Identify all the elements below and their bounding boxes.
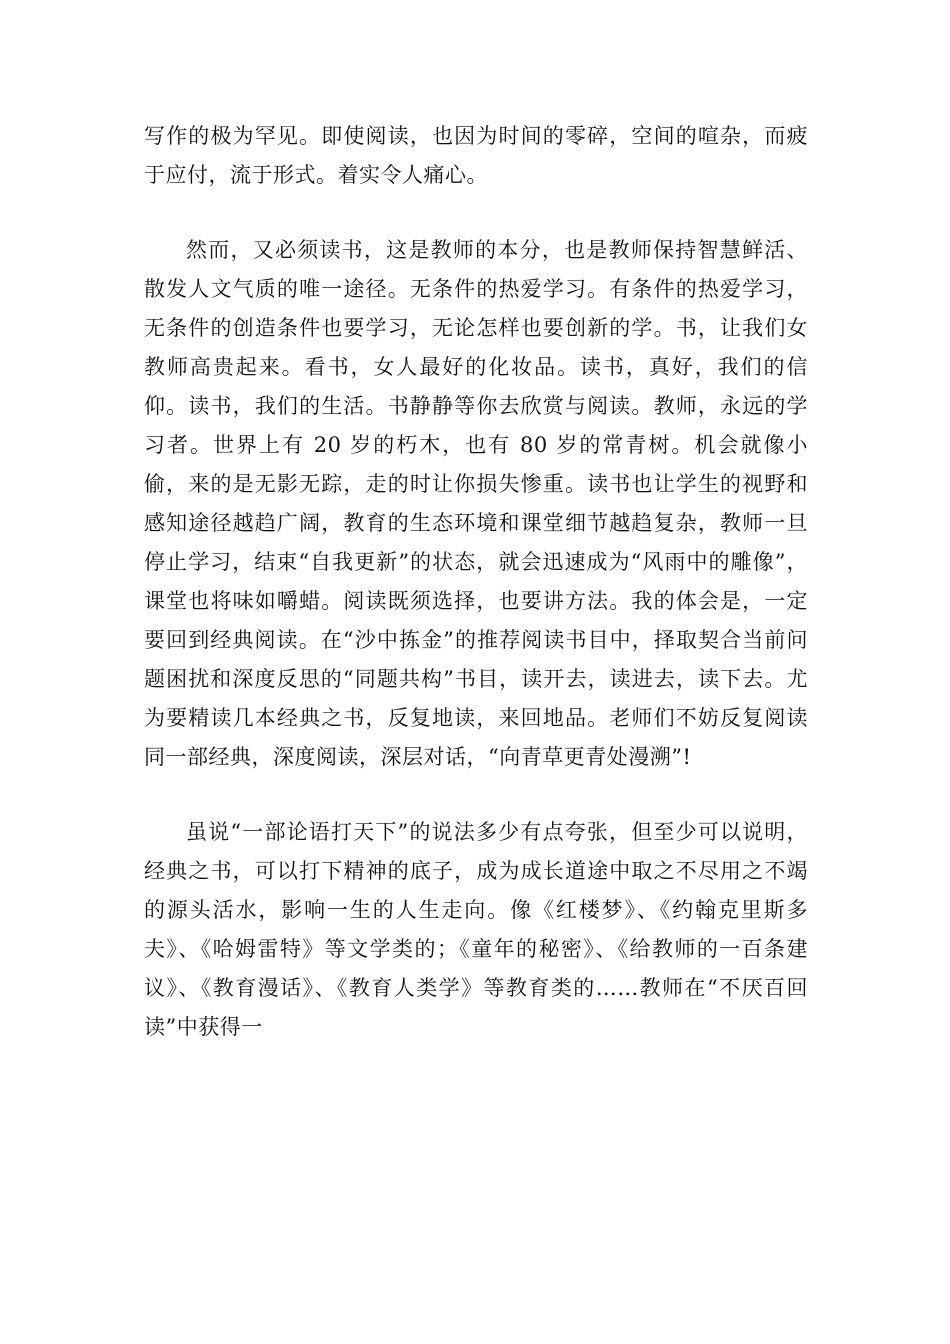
paragraph-gap — [144, 195, 808, 231]
paragraph-gap — [144, 777, 808, 813]
document-page — [144, 117, 808, 1047]
paragraph-3: 虽说“一部论语打天下”的说法多少有点夸张，但至少可以说明，经典之书，可以打下精神的底子，成为成长道途中取之不尽用之不竭的源头活水，影响一生的人生走向。像《红楼梦》、《约翰克里斯多夫》、《哈姆雷特》等文学类的；《童年的秘密》、《给教师的一百条建议》、《教育漫话》、《教育人类学》等教育类的……教师在“不厌百回读”中获得一 — [144, 820, 808, 1039]
paragraph-2: 然而，又必须读书，这是教师的本分，也是教师保持智慧鲜活、散发人文气质的唯一途径。无条件的热爱学习。有条件的热爱学习，无条件的创造条件也要学习，无论怎样也要创新的学。书，让我们女教师高贵起来。看书，女人最好的化妆品。读书，真好，我们的信仰。读书，我们的生活。书静静等你去欣赏与阅读。教师，永远的学习者。世界上有 20 岁的朽木，也有 80 岁的常青树。机会就像小偷，来的是无影无踪，走的时让你损失惨重。读书也让学生的视野和感知途径越趋广阔，教育的生态环境和课堂细节越趋复杂，教师一旦停止学习，结束“自我更新”的状态，就会迅速成为“风雨中的雕像”，课堂也将味如嚼蜡。阅读既须选择，也要讲方法。我的体会是，一定要回到经典阅读。在“沙中拣金”的推荐阅读书目中，择取契合当前问题困扰和深度反思的“同题共构”书目，读开去，读进去，读下去。尤为要精读几本经典之书，反复地读，来回地品。老师们不妨反复阅读同一部经典，深度阅读，深层对话，“向青草更青处漫溯”! — [144, 238, 808, 769]
paragraph-1: 写作的极为罕见。即使阅读，也因为时间的零碎，空间的喧杂，而疲于应付，流于形式。着实令人痛心。 — [144, 124, 808, 187]
